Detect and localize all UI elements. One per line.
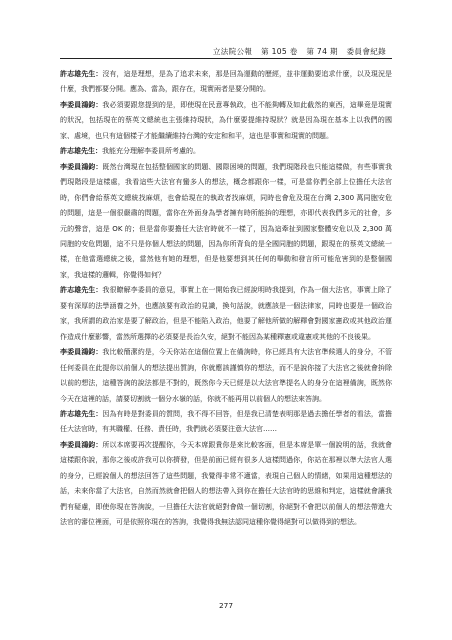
speech-text: 既然台灣現在包括整個國家的問題、國際困境的問題，我們現階段也只能這樣做，有些事實我們現階段是這樣處，我看這些大法官有蠻多人的想法，概念都跟你一樣，可是當你們全部上位擔任大法官時，你們會給蔡英文總統找麻煩，也會給現在的執政者找麻煩，同時也會危及現在台灣 2,300 萬同胞安危的問題，這是一個很嚴肅的問題，當你在外面身為學者擁有時所能拚的理想，亦即代表我們多元的社會，多元的聲音，這是 OK 的；但是當你要擔任大法官時就不一樣了，因為這牽扯到國家整體安危以及 2,300 萬同胞的安危問題，這不只是你個人想法的問題，因為你所背負的是全國同胞的問題，跟現在的蔡英文總統一樣，在他當選總統之後，當然他有她的理想，但是他要想到其任何的舉動和發言所可能危害到的是整個國家，我這樣的邏輯，你覺得如何？ [60, 162, 393, 279]
publication-name: 立法院公報 [212, 47, 253, 56]
speech-text: 我很瞭解李委員的意見，事實上在一開始我已經說明時我提到，作為一個大法官，事實上除了要有深厚的法學涵養之外，也應該要有政治的見識，換句話說，就應該是一個法律家，同時也要是一個政治家，我所謂的政治家是要了解政治，但是不能陷入政治，他要了解他所做的解釋會對國家憲政或其他政治運作造成什麼影響，當然所選擇的必須要是長治久安，絕對不能因為某種釋憲或違憲或其他的不良後果。 [60, 286, 393, 341]
header-divider [60, 58, 392, 59]
speaker-label: 許志雄先生： [60, 70, 103, 78]
transcript-paragraph [60, 283, 392, 345]
transcript-paragraph [60, 438, 392, 531]
speaker-label: 許志雄先生： [60, 147, 102, 156]
transcript-paragraph [60, 144, 392, 159]
speaker-label: 李委員鴻鈞： [60, 100, 103, 109]
transcript-paragraph [60, 407, 392, 438]
speaker-label: 許志雄先生： [60, 409, 103, 418]
speech-text: 我比較簡潔約是，今天你站在這個位置上在備詢時，你已經具有大法官準候選人的身分，不管任何委員在此提你以前個人的想法提出質詢，你就應該謹慎你的想法，而不是說你接了大法官之後就會拚除以前的想法，這種答詢的說法都是不對的，既然你今天已經是以大法官準提名人的身分在這裡備詢，既然你今天在這裡的話，請要切割就一個分水嶺的話，你就不能再用以前個人的想法來答詢。 [60, 348, 393, 403]
speech-text: 我必須要跟您提到的是，即使現在民意專執政，也不能夠轉及如此截然的東西，這畢竟是現實的狀況，包括現在的蔡英文總統也主張維持現狀，為什麼要提維持現狀？就是因為現在基本上以我們的國家、處境，也只有這個樣子才能繼續維持台灣的安定和和平，這也是事實和現實的問題。 [60, 100, 393, 140]
speaker-label: 李委員鴻鈞： [60, 348, 103, 357]
page-number: 277 [218, 601, 234, 610]
transcript-paragraph [60, 160, 392, 284]
issue-number: 第 74 期 [306, 47, 338, 56]
speaker-label: 李委員鴻鈞： [60, 440, 103, 449]
transcript-paragraph [60, 67, 392, 98]
volume-number: 第 105 卷 [261, 47, 298, 56]
speaker-label: 李委員鴻鈞： [60, 162, 103, 171]
speaker-label: 許志雄先生： [60, 286, 103, 295]
speech-text: 因為有時是對委員的質問，我不得不回答，但是我已清楚表明那是過去擔任學者的看法，當擔任大法官時，有其職權、任務、責任時，我們就必須要注意大法官…… [60, 409, 393, 434]
page-header [207, 46, 386, 57]
transcript-body [60, 67, 392, 531]
speech-text: 我能充分理解李委員所考慮的。 [102, 147, 200, 156]
transcript-paragraph [60, 345, 392, 407]
transcript-paragraph [60, 98, 392, 144]
section-name: 委員會紀錄 [346, 47, 386, 56]
speech-text: 所以本席要再次提醒你，今天本席跟貴你是來比較客面，但是本席是單一個說明的話，我就會這樣跟你說，那你之後或許我可以你擠發，但是前面已經有很多人這樣問過你，你站在那裡以準大法官人選的身分，已經說個人的想法回答了這些問題，我覺得非常不適當，表現自己個人的情緒，如果用這種想法的話，未來你當了大法官，自然而然就會把個人的想法帶入到你在擔任大法官時的思維和判定，這樣就會讓我們有疑慮，即使你現在答詢說，一旦擔任大法官就絕對會做一個切割，你絕對不會把以前個人的想法帶進大法官的審位裡面，可是依照你現在的答詢，我覺得我無法認同這種你覺得絕對可以做得到的想法。 [60, 440, 393, 527]
speech-text: 沒有，這是理想，是為了追求未來，那是回為運動的歷經，並非運動要追求什麼，以及現況是什麼，我們都要分開。應為、當為，跟存在，現實兩者是要分開的。 [60, 70, 393, 94]
